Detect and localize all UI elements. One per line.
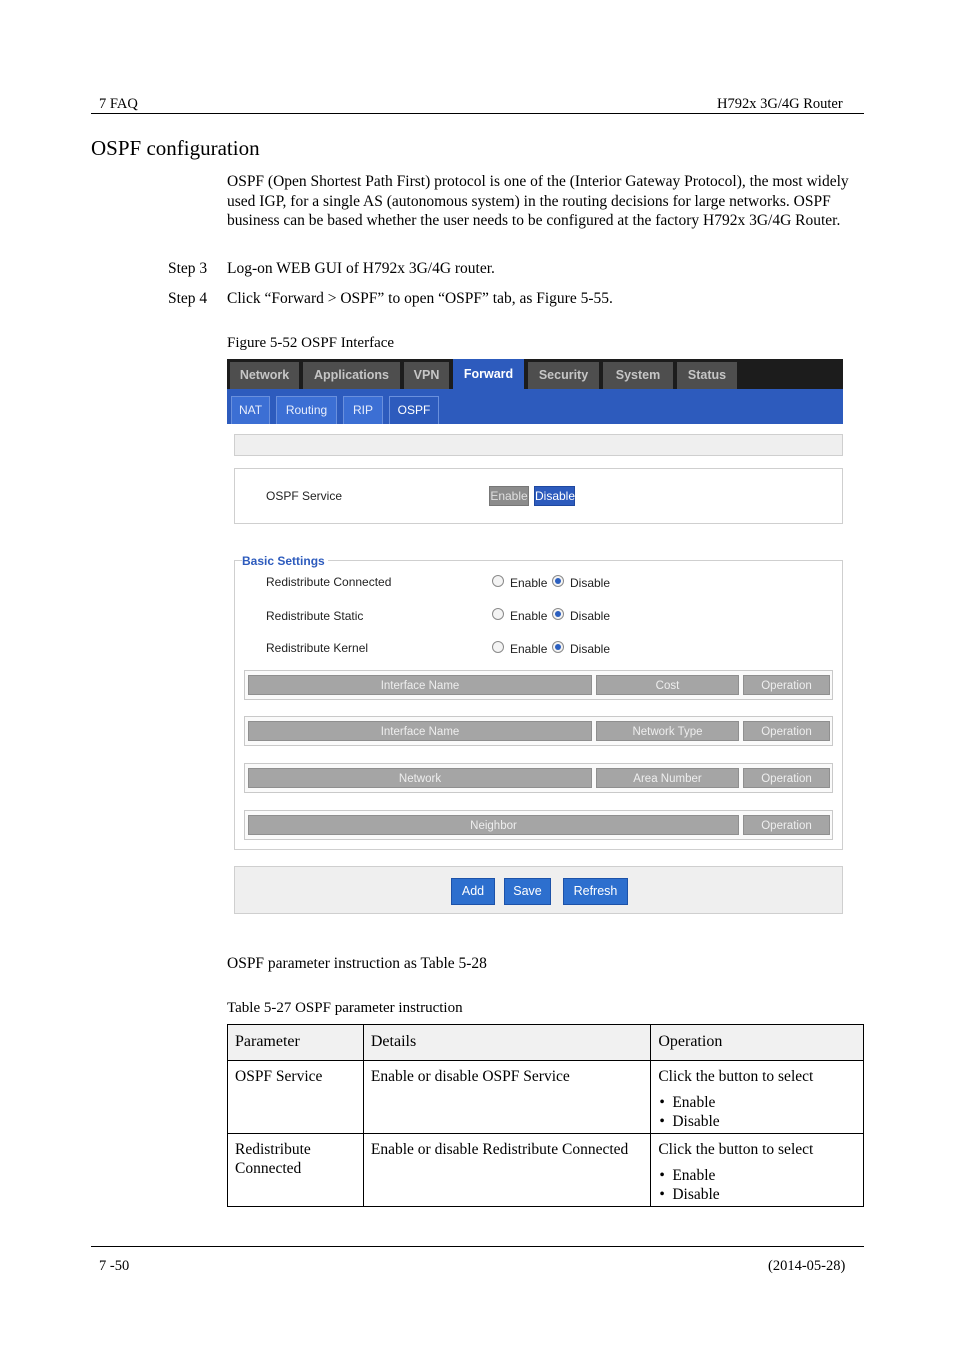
redistribute-kernel-disable-label: Disable [570,642,611,656]
interface-network-type-table [244,716,833,746]
option-item: • Enable [658,1166,856,1185]
column-area-number: Area Number [596,768,739,788]
redistribute-static-enable-label: Enable [510,609,548,623]
redistribute-static-enable-radio[interactable] [492,608,504,620]
option-item: • Disable [658,1112,856,1131]
redistribute-connected-label: Redistribute Connected [266,575,392,589]
tab-vpn[interactable]: VPN [404,362,449,389]
step-4-text: Click “Forward > OSPF” to open “OSPF” tab, as Figure 5-55. [227,290,613,307]
ospf-interface-screenshot [227,359,843,919]
option-list [658,1166,856,1204]
subtab-nat[interactable]: NAT [231,396,270,424]
column-cost: Cost [596,675,739,695]
column-neighbor: Neighbor [248,815,739,835]
parameter-table [227,1024,864,1207]
save-button[interactable]: Save [504,878,551,905]
redistribute-kernel-label: Redistribute Kernel [266,641,369,655]
tab-status[interactable]: Status [677,362,737,389]
header-product: H792x 3G/4G Router [717,96,843,112]
basic-settings-fieldset [234,560,843,850]
basic-settings-legend: Basic Settings [242,554,328,568]
enable-button[interactable]: Enable [489,486,529,506]
redistribute-static-label: Redistribute Static [266,609,364,623]
network-area-table [244,763,833,793]
interface-cost-table [244,670,833,700]
redistribute-connected-disable-radio[interactable] [552,575,564,587]
sub-navigation [227,389,843,424]
column-operation: Operation [743,721,830,741]
column-interface-name: Interface Name [248,721,592,741]
redistribute-static-disable-radio[interactable] [552,608,564,620]
table-reference: OSPF parameter instruction as Table 5-28 [227,955,487,972]
table-row [228,1134,864,1207]
cell-parameter: OSPF Service [228,1061,364,1134]
tab-security[interactable]: Security [528,362,599,389]
top-navigation [227,359,843,389]
subtab-routing[interactable]: Routing [276,396,337,424]
cell-operation [651,1134,864,1207]
cell-details: Enable or disable Redistribute Connected [363,1134,650,1207]
option-item: • Enable [658,1093,856,1112]
option-list [658,1093,856,1131]
action-bar [234,866,843,914]
cell-parameter: Redistribute Connected [228,1134,364,1207]
operation-text: Click the button to select [658,1068,814,1085]
toolbar-strip [234,434,843,456]
column-network: Network [248,768,592,788]
redistribute-connected-disable-label: Disable [570,576,611,590]
redistribute-kernel-enable-label: Enable [510,642,548,656]
tab-system[interactable]: System [603,362,673,389]
header-chapter: 7 FAQ [99,96,138,112]
footer-rule [91,1246,864,1247]
column-network-type: Network Type [596,721,739,741]
column-operation: Operation [743,768,830,788]
redistribute-kernel-disable-radio[interactable] [552,641,564,653]
add-button[interactable]: Add [451,878,495,905]
subtab-rip[interactable]: RIP [343,396,383,424]
tab-network[interactable]: Network [230,362,299,389]
table-row [228,1061,864,1134]
header-rule [91,113,864,114]
header-parameter: Parameter [228,1025,364,1061]
redistribute-static-disable-label: Disable [570,609,611,623]
footer-date: (2014-05-28) [768,1258,846,1274]
tab-applications[interactable]: Applications [303,362,400,389]
cell-operation [651,1061,864,1134]
step-3-label: Step 3 [168,260,208,277]
footer-page-number: 7 -50 [99,1258,130,1274]
section-title: OSPF configuration [91,136,260,160]
column-operation: Operation [743,815,830,835]
refresh-button[interactable]: Refresh [563,878,628,905]
table-caption: Table 5-27 OSPF parameter instruction [227,1000,463,1016]
neighbor-table [244,810,833,840]
header-details: Details [363,1025,650,1061]
service-panel [234,468,843,524]
cell-details: Enable or disable OSPF Service [363,1061,650,1134]
disable-button[interactable]: Disable [534,486,575,506]
column-operation: Operation [743,675,830,695]
figure-caption: Figure 5-52 OSPF Interface [227,335,395,351]
header-operation: Operation [651,1025,864,1061]
option-item: • Disable [658,1185,856,1204]
column-interface-name: Interface Name [248,675,592,695]
intro-paragraph: OSPF (Open Shortest Path First) protocol is one of the (Interior Gateway Protocol), the most widely used IGP, for a single AS (autonomous system) in the routing decisions for large networks. OSPF business can be based whether the user needs to be configured at the factory H792x 3G/4G Router. [227,173,849,229]
table-header-row [228,1025,864,1061]
tab-forward[interactable]: Forward [453,359,524,389]
ospf-service-label: OSPF Service [266,489,343,503]
step-4-label: Step 4 [168,290,208,307]
redistribute-connected-enable-radio[interactable] [492,575,504,587]
redistribute-kernel-enable-radio[interactable] [492,641,504,653]
operation-text: Click the button to select [658,1141,814,1158]
redistribute-connected-enable-label: Enable [510,576,548,590]
step-3-text: Log-on WEB GUI of H792x 3G/4G router. [227,260,495,277]
subtab-ospf[interactable]: OSPF [389,396,439,424]
